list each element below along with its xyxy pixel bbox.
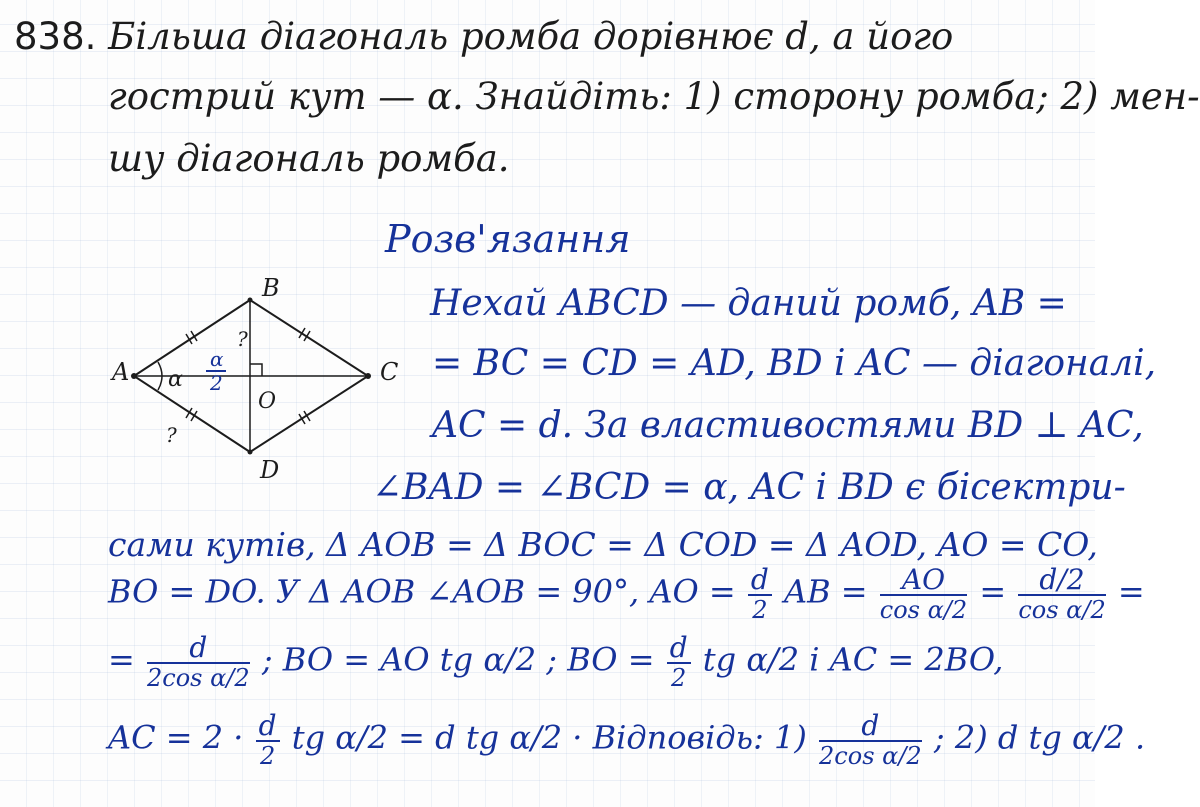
label-question-2: ? [166, 423, 177, 447]
right-angle-mark [250, 364, 262, 376]
solution-line-4: ∠BAD = ∠BCD = α, AC і BD є бісектри- [372, 467, 1126, 508]
fraction-ao-denominator: 2 [752, 596, 768, 624]
solution-line-7-a: = [108, 640, 135, 679]
solution-line-8-a: AC = 2 · [108, 718, 244, 757]
fraction-ao [748, 563, 772, 624]
solution-line-3: AC = d. За властивостями BD ⊥ AC, [432, 405, 1144, 446]
label-half-alpha-num: α [210, 347, 224, 371]
fraction-answer-numerator: d [819, 712, 922, 742]
label-question-1: ? [237, 327, 248, 351]
fraction-ab-2 [1018, 563, 1106, 624]
fraction-bo-denominator: 2 [671, 664, 687, 692]
point-d [248, 450, 253, 455]
fraction-ao-numerator: d [748, 566, 772, 596]
fraction-ac-denominator: 2 [259, 742, 276, 770]
point-a [131, 373, 137, 379]
fraction-ab-2-numerator: d/2 [1018, 566, 1105, 596]
problem-line-2: гострий кут — α. Знайдіть: 1) сторону ромба; 2) мен- [108, 75, 1200, 118]
solution-heading: Розв'язання [385, 217, 631, 261]
point-c [365, 373, 371, 379]
problem-number: 838. [14, 15, 97, 58]
solution-line-1: Нехай ABCD — даний ромб, AB = [430, 283, 1067, 324]
label-half-alpha-den: 2 [210, 371, 223, 395]
label-c: C [380, 358, 399, 386]
problem-text-1: Більша діагональ ромба дорівнює d, а його [108, 15, 954, 58]
solution-line-6-a: BO = DO. У Δ AOB ∠AOB = 90°, AO = [108, 572, 736, 611]
solution-line-6-d: = [1117, 572, 1145, 611]
fraction-ab-1-denominator: cos α/2 [879, 596, 968, 624]
solution-line-8 [108, 709, 1146, 770]
fraction-ab-3 [146, 631, 250, 692]
solution-line-7-b: ; BO = AO tg α/2 ; BO = [261, 640, 655, 679]
fraction-ab-2-denominator: cos α/2 [1018, 596, 1106, 624]
fraction-ab-3-numerator: d [147, 634, 250, 664]
point-b [248, 298, 253, 303]
fraction-answer-denominator: 2cos α/2 [819, 742, 922, 770]
solution-line-7-c: tg α/2 і AC = 2BO, [702, 640, 1004, 679]
solution-line-6 [108, 563, 1145, 624]
solution-line-8-c: ; 2) d tg α/2 . [933, 718, 1146, 757]
solution-line-5: сами кутів, Δ AOB = Δ BOC = Δ COD = Δ AOD, AO = CO, [108, 525, 1098, 564]
label-b: B [262, 274, 280, 302]
fraction-ab-1 [879, 563, 968, 624]
fraction-bo [667, 631, 691, 692]
fraction-ac-numerator: d [256, 712, 280, 742]
problem-line-1 [14, 15, 954, 58]
label-alpha: α [168, 367, 183, 392]
fraction-ac [256, 709, 280, 770]
solution-line-7 [108, 631, 1004, 692]
fraction-bo-numerator: d [667, 634, 691, 664]
fraction-ab-1-numerator: AO [880, 566, 967, 596]
solution-line-6-c: = [979, 572, 1007, 611]
fraction-answer [819, 709, 922, 770]
solution-line-8-b: tg α/2 = d tg α/2 · Відповідь: 1) [291, 718, 807, 757]
problem-line-3: шу діагональ ромба. [108, 137, 510, 180]
label-a: A [112, 358, 130, 386]
solution-line-6-b: AB = [783, 572, 868, 611]
label-o: O [258, 389, 277, 414]
rhombus-diagram [100, 270, 430, 484]
fraction-ab-3-denominator: 2cos α/2 [146, 664, 250, 692]
label-d: D [260, 456, 280, 484]
solution-line-2: = BC = CD = AD, BD і AC — діагоналі, [432, 343, 1157, 384]
